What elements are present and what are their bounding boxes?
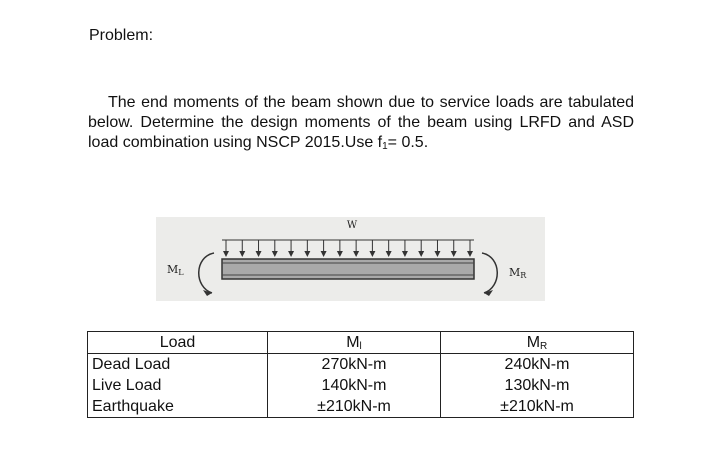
load-arrow-head (239, 251, 245, 257)
load-arrow-head (256, 251, 262, 257)
header-mr: MR (441, 332, 634, 354)
load-arrow-head (223, 251, 229, 257)
load-arrow-head (304, 251, 310, 257)
load-arrow-head (386, 251, 392, 257)
moments-table (87, 331, 634, 418)
load-arrow-head (272, 251, 278, 257)
load-arrow-head (321, 251, 327, 257)
load-arrow-head (288, 251, 294, 257)
header-load: Load (88, 332, 268, 354)
load-label: W (346, 220, 358, 231)
load-arrow-head (353, 251, 359, 257)
cell-mr: 130kN-m (441, 375, 634, 396)
cell-load: Earthquake (88, 396, 268, 418)
statement-subscript: 1 (382, 141, 388, 152)
beam-diagram (156, 217, 545, 301)
load-arrow-head (337, 251, 343, 257)
table-header-row (88, 332, 634, 354)
cell-load: Live Load (88, 375, 268, 396)
cell-ml: 140kN-m (268, 375, 441, 396)
problem-statement (88, 93, 634, 153)
cell-mr: 240kN-m (441, 354, 634, 376)
load-arrow-head (467, 251, 473, 257)
table-row (88, 375, 634, 396)
load-arrow-head (451, 251, 457, 257)
right-moment-arc (482, 253, 497, 293)
load-arrow-head (418, 251, 424, 257)
cell-ml: ±210kN-m (268, 396, 441, 418)
statement-end: = 0.5. (387, 134, 429, 151)
left-moment-arc (199, 253, 214, 293)
load-arrow-head (369, 251, 375, 257)
load-arrow-head (402, 251, 408, 257)
cell-mr: ±210kN-m (441, 396, 634, 418)
statement-main: The end moments of the beam shown due to service loads are tabulated below. Determine the design moments of the beam using LRFD and ASD load combination using NSCP 2015.Use f (88, 94, 634, 151)
beam-figure (156, 217, 545, 301)
right-moment-label: MR (509, 266, 527, 280)
table-row (88, 354, 634, 376)
cell-load: Dead Load (88, 354, 268, 376)
table-row (88, 396, 634, 418)
cell-ml: 270kN-m (268, 354, 441, 376)
problem-heading: Problem: (89, 27, 154, 44)
left-moment-label: ML (167, 263, 184, 277)
header-ml: Ml (268, 332, 441, 354)
beam (222, 259, 474, 279)
load-arrow-head (434, 251, 440, 257)
load-arrows (223, 240, 473, 257)
